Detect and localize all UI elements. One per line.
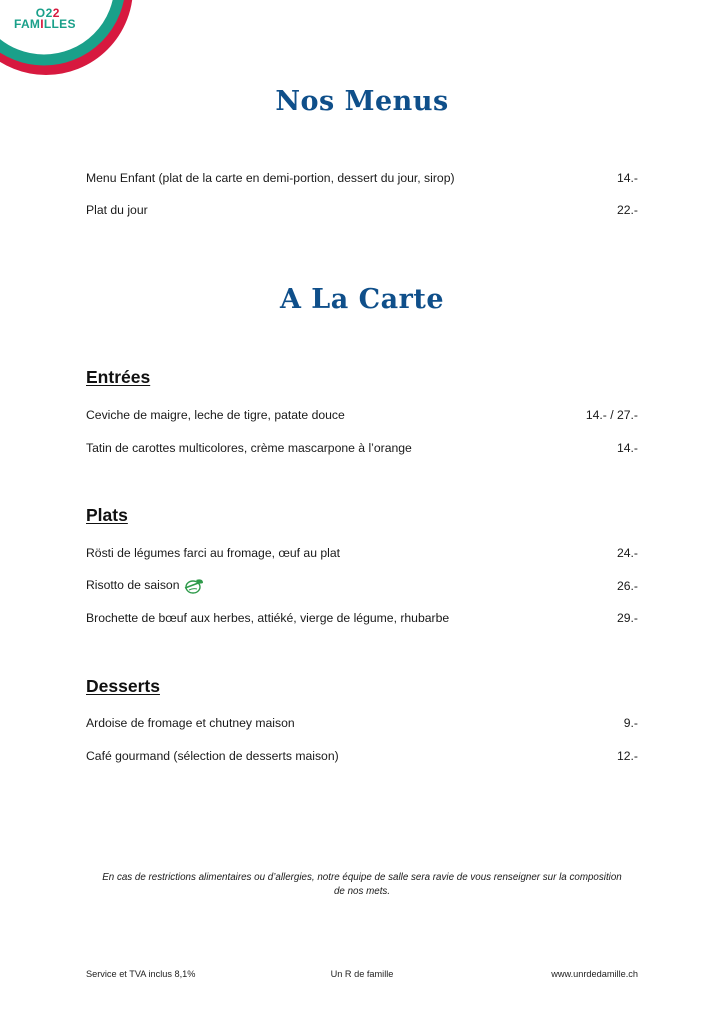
footer-restaurant-name: Un R de famille	[330, 969, 394, 979]
menu-item-price: 29.-	[616, 611, 638, 625]
menu-item-name: Plat du jour	[86, 203, 148, 217]
menu-item-price: 24.-	[616, 546, 638, 560]
menu-item-price: 9.-	[623, 716, 638, 730]
menus-title: Nos Menus	[275, 86, 449, 117]
logo-text-fam: FAM	[14, 17, 41, 31]
menu-item-name: Café gourmand (sélection de desserts maison)	[86, 749, 339, 763]
menu-item-name: Ceviche de maigre, leche de tigre, patate douce	[86, 408, 345, 422]
menu-item-price: 26.-	[616, 579, 638, 593]
footer-service-tax: Service et TVA inclus 8,1%	[86, 969, 196, 979]
menu-item-price: 12.-	[616, 749, 638, 763]
menu-item	[86, 747, 638, 765]
section-heading-entrees: Entrées	[86, 367, 151, 387]
section-heading-plats: Plats	[86, 505, 128, 525]
logo-text-2: 2	[52, 6, 60, 20]
menu-item-name: Ardoise de fromage et chutney maison	[86, 716, 295, 730]
menu-item	[86, 577, 638, 595]
menu-item-name: Risotto de saison	[86, 578, 180, 593]
menu-item-name: Brochette de bœuf aux herbes, attiéké, vierge de légume, rhubarbe	[86, 611, 450, 625]
menu-item	[86, 439, 638, 457]
menu-item-price: 22.-	[616, 203, 638, 217]
menu-item	[86, 544, 638, 562]
menu-item	[86, 406, 638, 424]
logo-text-o2: O2	[35, 6, 53, 20]
menu-item-price: 14.-	[616, 171, 638, 185]
section-heading-desserts: Desserts	[86, 676, 160, 696]
footer-website-link[interactable]: www.unrdedamille.ch	[551, 969, 638, 979]
logo-text-lles: LLES	[43, 17, 76, 31]
carte-title: A La Carte	[279, 284, 445, 315]
menu-item-name: Menu Enfant (plat de la carte en demi-portion, dessert du jour, sirop)	[86, 171, 455, 185]
menu-item	[86, 169, 638, 187]
menu-item	[86, 714, 638, 732]
allergy-note: En cas de restrictions alimentaires ou d’allergies, notre équipe de salle sera ravie de vous renseigner sur la composition de nos mets.	[102, 872, 622, 897]
vegetarian-leaf-icon	[183, 577, 205, 595]
menu-item-name: Rösti de légumes farci au fromage, œuf au plat	[86, 546, 341, 560]
menu-item-name-wrap	[86, 577, 205, 595]
logo-text-i: I	[40, 17, 44, 31]
menu-item-name: Tatin de carottes multicolores, crème mascarpone à l’orange	[86, 441, 412, 455]
menu-item-price: 14.-	[616, 441, 638, 455]
menu-item-price: 14.- / 27.-	[585, 408, 638, 422]
menu-item	[86, 201, 638, 219]
logo	[14, 8, 76, 30]
menu-item	[86, 609, 638, 627]
